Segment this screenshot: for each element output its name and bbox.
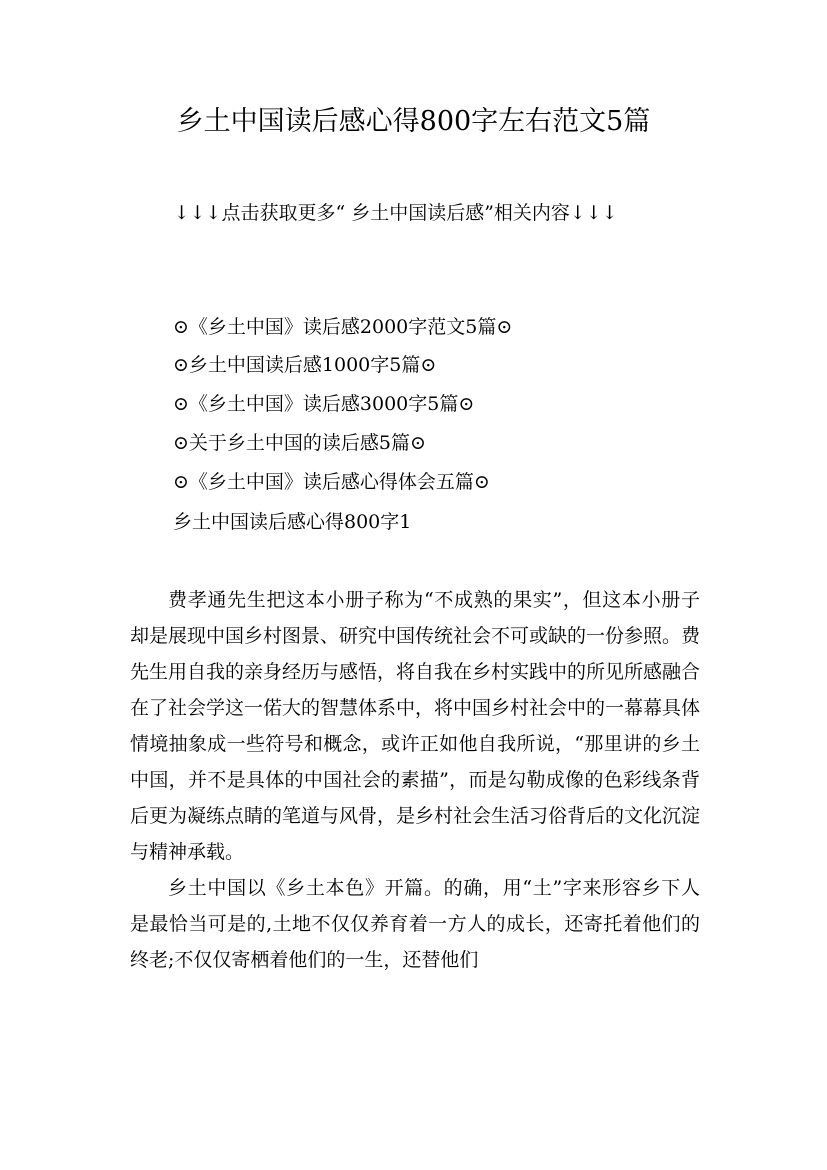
related-link-4[interactable]: ⊙关于乡土中国的读后感5篇⊙ xyxy=(173,432,426,454)
related-link-2[interactable]: ⊙乡土中国读后感1000字5篇⊙ xyxy=(173,354,437,376)
section-heading: 乡土中国读后感心得800字1 xyxy=(173,511,412,533)
intro-link[interactable]: ↓↓↓点击获取更多“ 乡土中国读后感”相关内容↓↓↓ xyxy=(173,202,618,224)
related-link-1[interactable]: ⊙《乡土中国》读后感2000字范文5篇⊙ xyxy=(173,316,513,338)
paragraph-1: 费孝通先生把这本小册子称为“不成熟的果实”，但这本小册子却是展现中国乡村图景、研究中国传统社会不可或缺的一份参照。费先生用自我的亲身经历与感悟，将自我在乡村实践中的所见所感融合在了社会学这一偌大的智慧体系中，将中国乡村社会中的一幕幕具体情境抽象成一些符号和概念，或许正如他自我所说，“那里讲的乡土中国，并不是具体的中国社会的素描”，而是勾勒成像的色彩线条背后更为凝练点睛的笔道与风骨，是乡村社会生活习俗背后的文化沉淀与精神承载。 xyxy=(130,589,701,863)
related-link-5[interactable]: ⊙《乡土中国》读后感心得体会五篇⊙ xyxy=(173,471,490,493)
intro-text[interactable] xyxy=(130,194,700,232)
paragraph-2: 乡土中国以《乡土本色》开篇。的确，用“土”字来形容乡下人是最恰当可是的,土地不仅仅养育着一方人的成长，还寄托着他们的终老;不仅仅寄栖着他们的一生，还替他们 xyxy=(130,877,700,971)
article-body xyxy=(130,582,700,978)
related-link-3[interactable]: ⊙《乡土中国》读后感3000字5篇⊙ xyxy=(173,393,475,415)
document-title: 乡土中国读后感心得800字左右范文5篇 xyxy=(176,106,651,137)
